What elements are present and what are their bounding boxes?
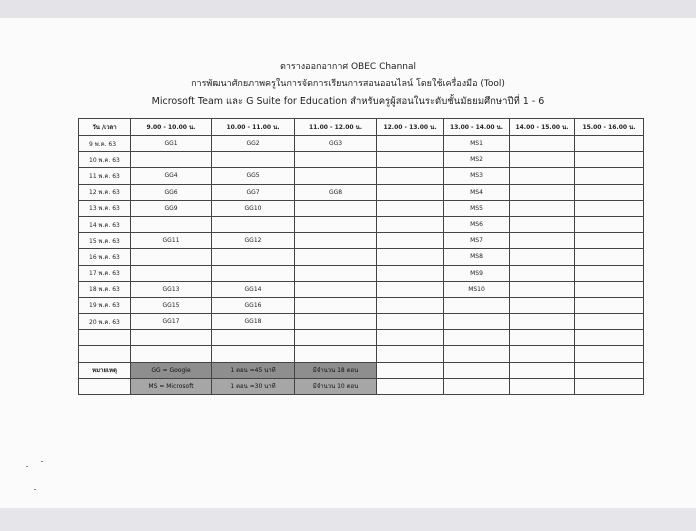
table-cell [295, 216, 377, 232]
table-cell: MS2 [444, 152, 510, 168]
date-cell: 12 พ.ค. 63 [79, 184, 131, 200]
table-cell: GG17 [131, 314, 212, 330]
table-header [79, 119, 644, 136]
table-cell [131, 346, 212, 362]
table-row [79, 346, 644, 362]
table-cell [575, 362, 644, 378]
title-line-1: ตารางออกอากาศ OBEC Channal [280, 62, 416, 72]
table-cell: GG16 [212, 297, 295, 313]
table-cell [510, 281, 575, 297]
date-cell: 19 พ.ค. 63 [79, 297, 131, 313]
date-cell: 13 พ.ค. 63 [79, 200, 131, 216]
table-cell: GG10 [212, 200, 295, 216]
table-cell [444, 314, 510, 330]
table-cell [575, 330, 644, 346]
bottom-bar [0, 508, 696, 531]
scan-speck [26, 466, 28, 467]
table-cell [575, 346, 644, 362]
table-cell [295, 200, 377, 216]
table-row [79, 297, 644, 313]
table-cell: MS4 [444, 184, 510, 200]
note-ms-duration: 1 ตอน =30 นาที [212, 378, 295, 394]
table-cell [377, 346, 444, 362]
table-cell: GG15 [131, 297, 212, 313]
table-cell [575, 297, 644, 313]
note-gg-count: มีจำนวน 18 ตอน [295, 362, 377, 378]
date-cell: 18 พ.ค. 63 [79, 281, 131, 297]
note-gg-legend: GG = Google [131, 362, 212, 378]
table-cell [212, 330, 295, 346]
table-cell: GG11 [131, 233, 212, 249]
table-cell [510, 200, 575, 216]
table-cell [212, 346, 295, 362]
table-cell [295, 152, 377, 168]
table-cell [377, 362, 444, 378]
table-cell [377, 281, 444, 297]
table-cell [510, 314, 575, 330]
date-cell: 14 พ.ค. 63 [79, 216, 131, 232]
note-ms-count: มีจำนวน 10 ตอน [295, 378, 377, 394]
note-ms-legend: MS = Microsoft [131, 378, 212, 394]
table-cell: MS3 [444, 168, 510, 184]
table-cell [510, 216, 575, 232]
column-header: 12.00 - 13.00 น. [377, 119, 444, 136]
table-cell [131, 152, 212, 168]
date-cell: 9 พ.ค. 63 [79, 136, 131, 152]
table-cell [575, 136, 644, 152]
note-gg-duration: 1 ตอน =45 นาที [212, 362, 295, 378]
table-cell: GG18 [212, 314, 295, 330]
schedule-table [78, 118, 644, 395]
table-cell [212, 216, 295, 232]
table-cell [377, 184, 444, 200]
top-bar [0, 0, 696, 18]
table-row [79, 184, 644, 200]
column-header: 15.00 - 16.00 น. [575, 119, 644, 136]
table-row [79, 249, 644, 265]
date-cell: 10 พ.ค. 63 [79, 152, 131, 168]
table-row [79, 233, 644, 249]
table-cell [510, 362, 575, 378]
table-cell [510, 152, 575, 168]
table-cell [131, 330, 212, 346]
table-row [79, 216, 644, 232]
table-cell [377, 378, 444, 394]
table-cell [377, 265, 444, 281]
table-cell [131, 265, 212, 281]
date-cell: 17 พ.ค. 63 [79, 265, 131, 281]
table-cell [444, 330, 510, 346]
table-cell [212, 249, 295, 265]
table-cell [295, 281, 377, 297]
table-cell [295, 314, 377, 330]
table-cell [510, 136, 575, 152]
table-cell: MS1 [444, 136, 510, 152]
table-row [79, 136, 644, 152]
table-row [79, 200, 644, 216]
table-cell [377, 200, 444, 216]
table-cell [212, 152, 295, 168]
column-header: 10.00 - 11.00 น. [212, 119, 295, 136]
table-cell [377, 249, 444, 265]
table-cell [79, 378, 131, 394]
table-cell: GG12 [212, 233, 295, 249]
table-cell [575, 216, 644, 232]
table-cell: MS7 [444, 233, 510, 249]
table-cell [377, 330, 444, 346]
table-cell [575, 233, 644, 249]
table-cell: GG4 [131, 168, 212, 184]
table-cell [510, 346, 575, 362]
table-cell [377, 297, 444, 313]
table-cell [295, 233, 377, 249]
table-cell [510, 184, 575, 200]
table-row [79, 265, 644, 281]
table-cell [575, 249, 644, 265]
table-cell [510, 378, 575, 394]
table-cell: GG7 [212, 184, 295, 200]
table-cell [444, 378, 510, 394]
column-header: 13.00 - 14.00 น. [444, 119, 510, 136]
table-cell: MS9 [444, 265, 510, 281]
table-cell [377, 136, 444, 152]
table-cell [377, 216, 444, 232]
table-cell [575, 314, 644, 330]
table-row [79, 281, 644, 297]
table-cell [575, 281, 644, 297]
table-cell: MS10 [444, 281, 510, 297]
table-cell [131, 249, 212, 265]
table-row [79, 168, 644, 184]
table-cell: GG8 [295, 184, 377, 200]
table-cell [575, 200, 644, 216]
table-cell [510, 249, 575, 265]
scan-speck [41, 461, 43, 462]
table-cell: GG2 [212, 136, 295, 152]
table-cell [295, 249, 377, 265]
table-cell [575, 184, 644, 200]
title-line-3: Microsoft Team และ G Suite for Education สำหรับครูผู้สอนในระดับชั้นมัธยมศึกษาปีที่ 1 - 6 [151, 96, 545, 107]
column-header: 14.00 - 15.00 น. [510, 119, 575, 136]
table-cell [377, 233, 444, 249]
notes-row [79, 378, 644, 394]
table-cell [510, 265, 575, 281]
table-cell [510, 297, 575, 313]
table-cell: GG6 [131, 184, 212, 200]
table-cell: MS8 [444, 249, 510, 265]
table-cell: MS5 [444, 200, 510, 216]
notes-row [79, 362, 644, 378]
table-cell [131, 216, 212, 232]
date-cell: 20 พ.ค. 63 [79, 314, 131, 330]
scan-speck [34, 489, 36, 490]
table-cell: GG13 [131, 281, 212, 297]
table-cell [295, 265, 377, 281]
date-cell: 11 พ.ค. 63 [79, 168, 131, 184]
title-line-2: การพัฒนาศักยภาพครูในการจัดการเรียนการสอนออนไลน์ โดยใช้เครื่องมือ (Tool) [191, 79, 505, 89]
table-cell [377, 314, 444, 330]
table-cell: GG9 [131, 200, 212, 216]
column-header: วัน /เวลา [79, 119, 131, 136]
table-cell: MS6 [444, 216, 510, 232]
table-cell [575, 378, 644, 394]
table-cell [444, 346, 510, 362]
table-row [79, 330, 644, 346]
table-cell: GG14 [212, 281, 295, 297]
date-cell: 15 พ.ค. 63 [79, 233, 131, 249]
table-cell [575, 265, 644, 281]
table-cell [295, 297, 377, 313]
table-cell [377, 168, 444, 184]
table-row [79, 314, 644, 330]
table-cell [510, 330, 575, 346]
table-cell [444, 362, 510, 378]
table-cell [444, 297, 510, 313]
table-cell [295, 346, 377, 362]
date-cell [79, 330, 131, 346]
table-cell [212, 265, 295, 281]
date-cell [79, 346, 131, 362]
table-cell [295, 168, 377, 184]
column-header: 9.00 - 10.00 น. [131, 119, 212, 136]
table-cell [510, 168, 575, 184]
table-cell: GG5 [212, 168, 295, 184]
table-cell: GG3 [295, 136, 377, 152]
notes-label: หมายเหตุ [79, 362, 131, 378]
table-cell: GG1 [131, 136, 212, 152]
notes-section [79, 362, 644, 394]
column-header: 11.00 - 12.00 น. [295, 119, 377, 136]
table-cell [575, 152, 644, 168]
date-cell: 16 พ.ค. 63 [79, 249, 131, 265]
document-title [0, 60, 696, 109]
table-cell [377, 152, 444, 168]
table-cell [295, 330, 377, 346]
table-cell [575, 168, 644, 184]
table-cell [510, 233, 575, 249]
table-body [79, 136, 644, 363]
table-row [79, 152, 644, 168]
